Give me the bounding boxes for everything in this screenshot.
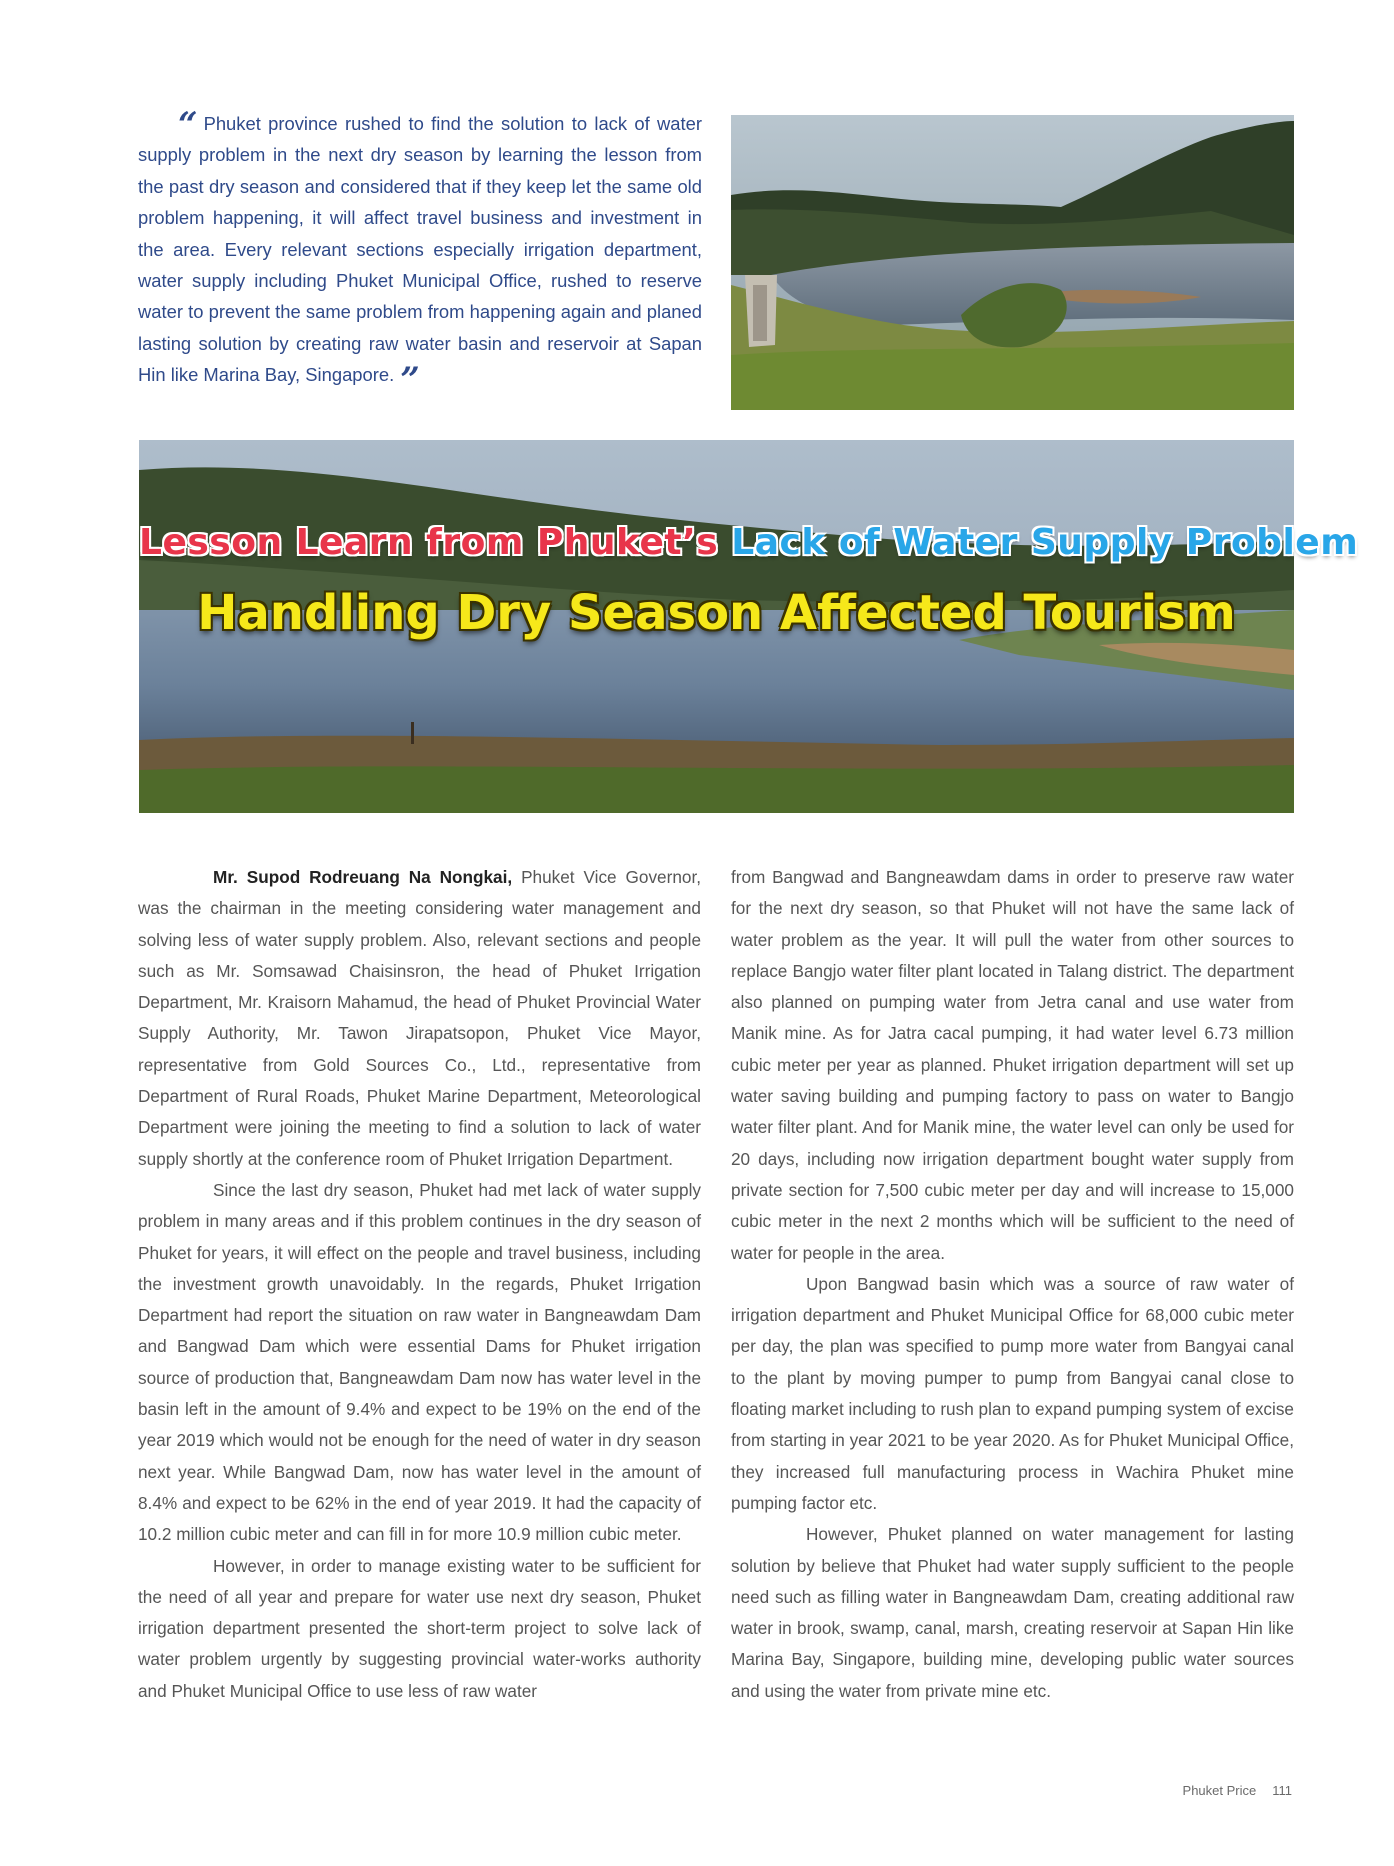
pull-quote-text: Phuket province rushed to find the solution to lack of water supply problem in the next dry season by learning the lesson from the past dry season and considered that if they keep let the same old problem happening, it will affect travel business and investment in the area. Every relevant sections especially irrigation department, water supply including Phuket Municipal Office, rushed to reserve water to prevent the same problem from happening again and planed lasting solution by creating raw water basin and reservoir at Sapan Hin like Marina Bay, Singapore.: [138, 113, 702, 386]
article-paragraph-3-continued: from Bangwad and Bangneawdam dams in order to preserve raw water for the next dry season, so that Phuket will not have the same lack of water problem as the year. It will pull the water from other sources to replace Bangjo water filter plant located in Talang district. The department also planned on pumping water from Jetra canal and use water from Manik mine. As for Jatra cacal pumping, it had water level 6.73 million cubic meter per year as planned. Phuket irrigation department will set up water saving building and pumping factory to pass on water to Bangjo water filter plant. And for Manik mine, the water level can only be used for 20 days, including now irrigation department bought water supply from private section for 7,500 cubic meter per day and will increase to 15,000 cubic meter in the next 2 months which will be sufficient to the need of water for people in the area.: [731, 867, 1294, 1263]
page-number: 111: [1272, 1783, 1292, 1798]
banner-title-part1: Lesson Learn from Phuket’s: [139, 522, 719, 563]
banner-title: [139, 522, 1359, 563]
hero-banner: [139, 440, 1359, 813]
article-paragraph-1: [138, 862, 701, 1175]
page-footer: [1183, 1783, 1292, 1798]
reservoir-photo-illustration: [731, 115, 1294, 410]
publication-name: Phuket Price: [1182, 1783, 1257, 1798]
banner-subtitle: Handling Dry Season Affected Tourism: [197, 585, 1236, 641]
article-paragraph-4: Upon Bangwad basin which was a source of raw water of irrigation department and Phuket Municipal Office for 68,000 cubic meter per day, the plan was specified to pump more water from Bangyai canal to the plant by moving pumper to pump from Bangyai canal close to floating market including to rush plan to expand pumping system of excise from starting in year 2021 to be year 2020. As for Phuket Municipal Office, they increased full manufacturing process in Wachira Phuket mine pumping factor etc.: [731, 1273, 1294, 1513]
article-paragraph-5: However, Phuket planned on water management for lasting solution by believe that Phuket had water supply sufficient to the people need such as filling water in Bangneawdam Dam, creating additional raw water in brook, swamp, canal, marsh, creating reservoir at Sapan Hin like Marina Bay, Singapore, building mine, developing public water sources and using the water from private mine etc.: [731, 1524, 1294, 1701]
reservoir-photo: [731, 115, 1294, 410]
article-paragraph-3-start: However, in order to manage existing water to be sufficient for the need of all year and prepare for water use next dry season, Phuket irrigation department presented the short-term project to solve lack of water problem urgently by suggesting provincial water-works authority and Phuket Municipal Office to use less of raw water: [138, 1555, 701, 1701]
lead-name: Mr. Supod Rodreuang Na Nongkai,: [213, 867, 513, 887]
article-column-right: [731, 862, 1294, 1707]
article-column-left: [138, 862, 701, 1707]
open-quote-mark: “: [178, 105, 198, 145]
close-quote-mark: ”: [400, 360, 420, 401]
banner-title-part2: Lack of Water Supply Problem: [731, 522, 1359, 563]
paragraph-1-text: Phuket Vice Governor, was the chairman in the meeting considering water management and solving less of water supply problem. Also, relevant sections and people such as Mr. Somsawad Chaisinsron, the head of Phuket Irrigation Department, Mr. Kraisorn Mahamud, the head of Phuket Provincial Water Supply Authority, Mr. Tawon Jirapatsopon, Phuket Vice Mayor, representative from Gold Sources Co., Ltd., representative from Department of Rural Roads, Phuket Marine Department, Meteorological Department were joining the meeting to find a solution to lack of water supply shortly at the conference room of Phuket Irrigation Department.: [138, 867, 701, 1169]
pull-quote: [138, 105, 702, 401]
article-paragraph-2: Since the last dry season, Phuket had met lack of water supply problem in many areas and if this problem continues in the dry season of Phuket for years, it will effect on the people and travel business, including the investment growth unavoidably. In the regards, Phuket Irrigation Department had report the situation on raw water in Bangneawdam Dam and Bangwad Dam which were essential Dams for Phuket irrigation source of production that, Bangneawdam Dam now has water level in the basin left in the amount of 9.4% and expect to be 19% on the end of the year 2019 which would not be enough for the need of water in dry season next year. While Bangwad Dam, now has water level in the amount of 8.4% and expect to be 62% in the end of year 2019. It had the capacity of 10.2 million cubic meter and can fill in for more 10.9 million cubic meter.: [138, 1179, 701, 1545]
